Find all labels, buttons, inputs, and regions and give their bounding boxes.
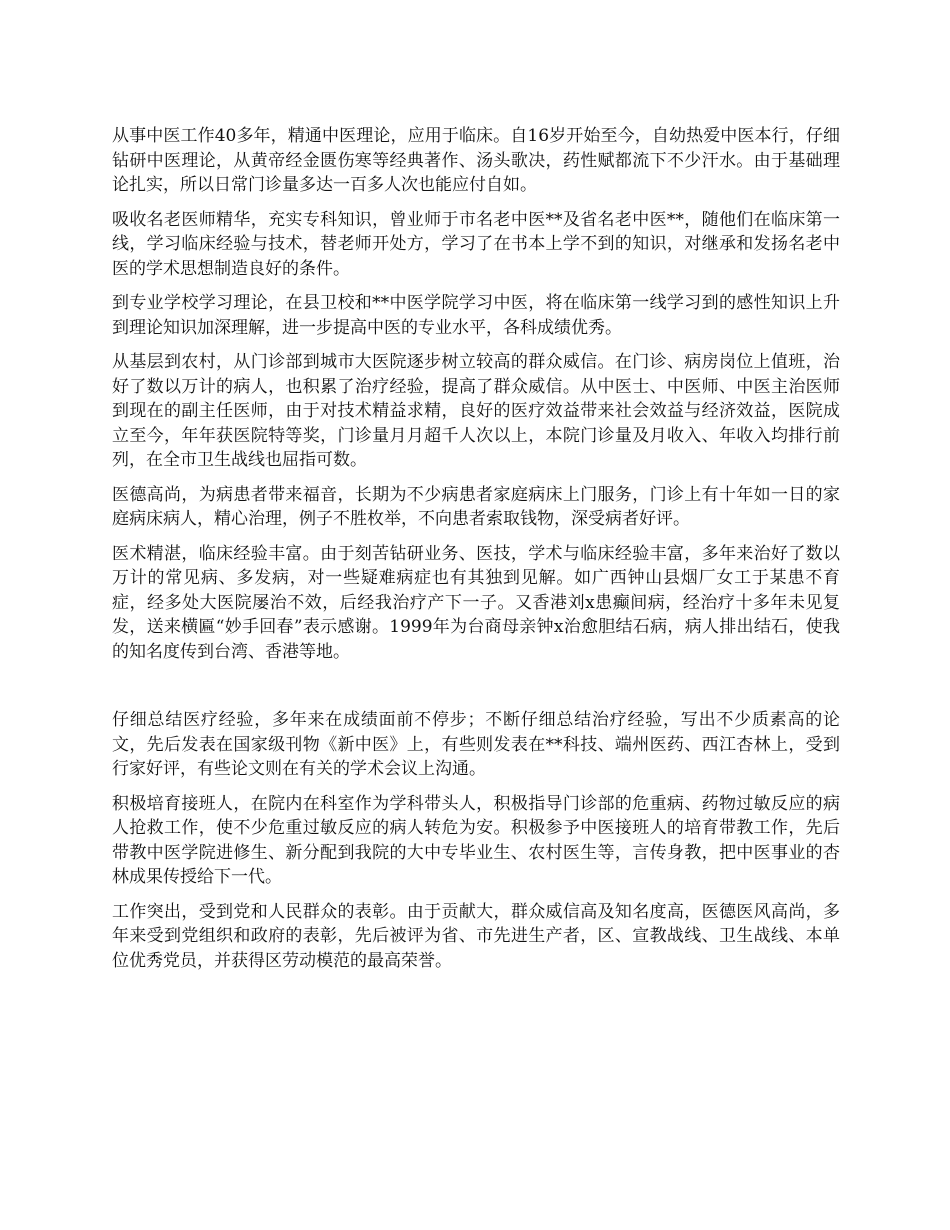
paragraph-career-experience: 从事中医工作40多年，精通中医理论，应用于临床。自16岁开始至今，自幼热爱中医本行，仔细钻研中医理论，从黄帝经金匮伤寒等经典著作、汤头歌决，药性赋都流下不少汗水。由于基础理论扎实，所以日常门诊量多达一百多人次也能应付自如。 <box>112 126 840 195</box>
paragraph-clinical-skill: 医术精湛，临床经验丰富。由于刻苦钻研业务、医技，学术与临床经验丰富，多年来治好了数以万计的常见病、多发病，对一些疑难病症也有其独到见解。如广西钟山县烟厂女工于某患不育症，经多处大医院屡治不效，后经我治疗产下一子。又香港刘x患癫间病，经治疗十多年未见复发，送来横匾“妙手回春”表示感谢。1999年为台商母亲钟x治愈胆结石病，病人排出结石，使我的知名度传到台湾、香港等地。 <box>112 543 840 662</box>
paragraph-training-successors: 积极培育接班人，在院内在科室作为学科带头人，积极指导门诊部的危重病、药物过敏反应的病人抢救工作，使不少危重过敏反应的病人转危为安。积极参予中医接班人的培育带教工作，先后带教中医学院进修生、新分配到我院的大中专毕业生、农村医生等，言传身教，把中医事业的杏林成果传授给下一代。 <box>112 793 840 887</box>
paragraph-honors: 工作突出，受到党和人民群众的表彰。由于贡献大，群众威信高及知名度高，医德医风高尚，多年来受到党组织和政府的表彰，先后被评为省、市先进生产者，区、宣教战线、卫生战线、本单位优秀党员，并获得区劳动模范的最高荣誉。 <box>112 901 840 971</box>
paragraph-medical-ethics: 医德高尚，为病患者带来福音，长期为不少病患者家庭病床上门服务，门诊上有十年如一日的家庭病床病人，精心治理，例子不胜枚举，不向患者索取钱物，深受病者好评。 <box>112 484 840 529</box>
paragraph-formal-study: 到专业学校学习理论，在县卫校和**中医学院学习中医，将在临床第一线学习到的感性知识上升到理论知识加深理解，进一步提高中医的专业水平，各科成绩优秀。 <box>112 293 840 338</box>
paragraph-mentorship: 吸收名老医师精华，充实专科知识，曾业师于市名老中医**及省名老中医**，随他们在临床第一线，学习临床经验与技术，替老师开处方，学习了在书本上学不到的知识，对继承和发扬名老中医的学术思想制造良好的条件。 <box>112 209 840 279</box>
paragraph-reputation: 从基层到农村，从门诊部到城市大医院逐步树立较高的群众威信。在门诊、病房岗位上值班，治好了数以万计的病人，也积累了治疗经验，提高了群众威信。从中医士、中医师、中医主治医师到现在的副主任医师，由于对技术精益求精，良好的医疗效益带来社会效益与经济效益，医院成立至今，年年获医院特等奖，门诊量月月超千人次以上，本院门诊量及月收入、年收入均排行前列，在全市卫生战线也屈指可数。 <box>112 352 840 470</box>
document-body <box>112 124 840 983</box>
paragraph-publications: 仔细总结医疗经验，多年来在成绩面前不停步；不断仔细总结治疗经验，写出不少质素高的论文，先后发表在国家级刊物《新中医》上，有些则发表在**科技、端州医药、西江杏林上，受到行家好评，有些论文则在有关的学术会议上沟通。 <box>112 710 840 779</box>
